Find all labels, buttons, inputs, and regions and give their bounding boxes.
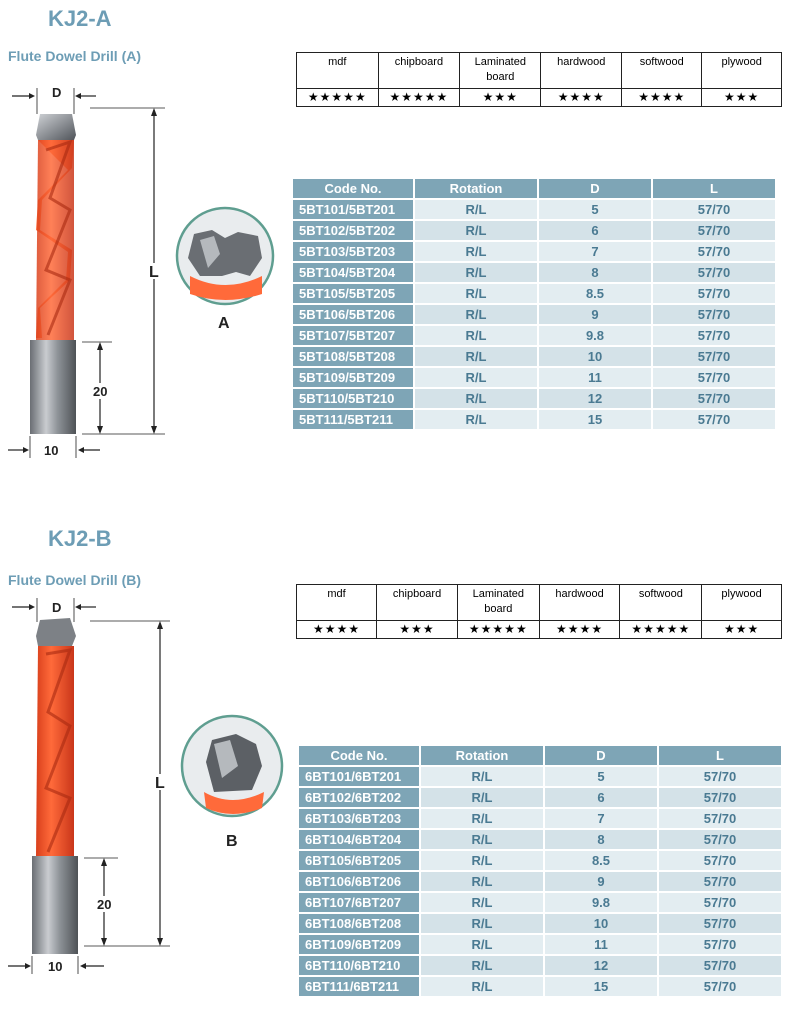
arrowhead: [75, 93, 81, 99]
arrowhead: [29, 93, 35, 99]
cell-d: 9: [539, 305, 651, 324]
rating-row: [297, 621, 782, 639]
cell-l: 57/70: [653, 347, 775, 366]
rating-cell: ★★★: [702, 621, 782, 639]
table-row: [293, 263, 775, 282]
column-header-l: L: [659, 746, 781, 765]
code-table-body: [299, 767, 781, 996]
cell-d: 8: [539, 263, 651, 282]
cell-code: 6BT108/6BT208: [299, 914, 419, 933]
cell-l: 57/70: [659, 872, 781, 891]
table-row: [299, 788, 781, 807]
drill-body: [36, 140, 74, 340]
material-header-row: [297, 53, 782, 89]
arrowhead: [29, 604, 35, 610]
code-table-b: [297, 744, 783, 998]
cell-code: 5BT105/5BT205: [293, 284, 413, 303]
detail-label-a: A: [218, 315, 230, 332]
rating-cell: ★★★★★: [620, 621, 702, 639]
cell-d: 15: [545, 977, 657, 996]
table-row: [293, 200, 775, 219]
table-row: [299, 914, 781, 933]
column-header-rotation: Rotation: [415, 179, 537, 198]
cell-rotation: R/L: [421, 872, 543, 891]
cell-code: 5BT103/5BT203: [293, 242, 413, 261]
table-row: [293, 410, 775, 429]
code-table-body: [293, 200, 775, 429]
column-header-code: Code No.: [293, 179, 413, 198]
cell-l: 57/70: [653, 389, 775, 408]
column-header-code: Code No.: [299, 746, 419, 765]
material-cell: mdf: [297, 53, 379, 89]
table-row: [299, 767, 781, 786]
cell-d: 12: [545, 956, 657, 975]
cell-rotation: R/L: [421, 935, 543, 954]
cell-rotation: R/L: [415, 305, 537, 324]
dim-l-label: L: [149, 264, 159, 281]
table-row: [293, 242, 775, 261]
dim-d-label: D: [52, 85, 62, 100]
cell-code: 6BT104/6BT204: [299, 830, 419, 849]
cell-l: 57/70: [659, 914, 781, 933]
material-cell: softwood: [620, 585, 702, 621]
cell-rotation: R/L: [415, 284, 537, 303]
cell-code: 6BT102/6BT202: [299, 788, 419, 807]
cell-d: 6: [545, 788, 657, 807]
dim-20-label: 20: [97, 897, 112, 912]
material-header-row: [297, 585, 782, 621]
table-row: [299, 956, 781, 975]
cell-l: 57/70: [659, 809, 781, 828]
material-cell: softwood: [622, 53, 702, 89]
cell-rotation: R/L: [415, 263, 537, 282]
cell-d: 8.5: [545, 851, 657, 870]
arrowhead: [157, 621, 163, 629]
section-a-subtitle: Flute Dowel Drill (A): [8, 48, 141, 64]
column-header-l: L: [653, 179, 775, 198]
rating-cell: ★★★: [460, 89, 541, 107]
cell-code: 6BT105/6BT205: [299, 851, 419, 870]
rating-cell: ★★★★★: [297, 89, 379, 107]
cell-code: 5BT102/5BT202: [293, 221, 413, 240]
arrowhead: [80, 963, 86, 969]
cell-l: 57/70: [659, 767, 781, 786]
material-table-a: [296, 52, 782, 107]
cell-l: 57/70: [659, 893, 781, 912]
material-table-b: [296, 584, 782, 639]
cell-rotation: R/L: [421, 893, 543, 912]
code-table-header: [293, 179, 775, 198]
material-cell: hardwood: [541, 53, 622, 89]
arrowhead: [101, 938, 107, 946]
rating-cell: ★★★★★: [457, 621, 539, 639]
cell-rotation: R/L: [421, 788, 543, 807]
cell-d: 9: [545, 872, 657, 891]
cell-l: 57/70: [653, 242, 775, 261]
cell-code: 5BT104/5BT204: [293, 263, 413, 282]
arrowhead: [75, 604, 81, 610]
material-cell: plywood: [702, 585, 782, 621]
cell-d: 7: [539, 242, 651, 261]
cell-code: 5BT101/5BT201: [293, 200, 413, 219]
cell-code: 6BT111/6BT211: [299, 977, 419, 996]
cell-d: 9.8: [545, 893, 657, 912]
cell-l: 57/70: [653, 410, 775, 429]
cell-rotation: R/L: [415, 326, 537, 345]
cell-rotation: R/L: [415, 221, 537, 240]
rating-cell: ★★★★: [539, 621, 620, 639]
cell-code: 6BT110/6BT210: [299, 956, 419, 975]
material-cell: chipboard: [377, 585, 458, 621]
cell-rotation: R/L: [421, 914, 543, 933]
drill-shank: [30, 340, 76, 434]
material-cell: mdf: [297, 585, 377, 621]
dim-l-label: L: [155, 775, 165, 792]
code-table-a: [291, 177, 777, 431]
material-cell: hardwood: [539, 585, 620, 621]
cell-l: 57/70: [659, 830, 781, 849]
material-cell: chipboard: [378, 53, 460, 89]
cell-code: 6BT106/6BT206: [299, 872, 419, 891]
cell-code: 6BT101/6BT201: [299, 767, 419, 786]
cell-d: 5: [545, 767, 657, 786]
table-row: [299, 935, 781, 954]
arrowhead: [25, 963, 31, 969]
cell-d: 12: [539, 389, 651, 408]
section-b-title: KJ2-B: [48, 526, 112, 551]
cell-rotation: R/L: [421, 956, 543, 975]
cell-d: 11: [545, 935, 657, 954]
cell-d: 6: [539, 221, 651, 240]
drill-figure-a: [0, 80, 290, 465]
cell-code: 6BT103/6BT203: [299, 809, 419, 828]
arrowhead: [151, 426, 157, 434]
cell-l: 57/70: [653, 305, 775, 324]
dim-10-label: 10: [44, 443, 59, 458]
cell-d: 8: [545, 830, 657, 849]
cell-rotation: R/L: [415, 200, 537, 219]
cell-l: 57/70: [653, 284, 775, 303]
column-header-d: D: [545, 746, 657, 765]
cell-rotation: R/L: [415, 347, 537, 366]
dim-d-label: D: [52, 600, 62, 615]
material-cell: Laminated board: [457, 585, 539, 621]
arrowhead: [23, 447, 29, 453]
cell-rotation: R/L: [415, 368, 537, 387]
cell-d: 9.8: [539, 326, 651, 345]
table-row: [299, 851, 781, 870]
cell-d: 15: [539, 410, 651, 429]
table-row: [293, 305, 775, 324]
arrowhead: [151, 108, 157, 116]
arrowhead: [97, 342, 103, 350]
table-row: [293, 389, 775, 408]
arrowhead: [157, 938, 163, 946]
cell-l: 57/70: [653, 263, 775, 282]
cell-code: 5BT106/5BT206: [293, 305, 413, 324]
table-row: [299, 893, 781, 912]
cell-code: 5BT107/5BT207: [293, 326, 413, 345]
cell-rotation: R/L: [421, 830, 543, 849]
dim-20-label: 20: [93, 384, 108, 399]
cell-l: 57/70: [659, 788, 781, 807]
table-row: [293, 284, 775, 303]
table-row: [299, 977, 781, 996]
cell-rotation: R/L: [415, 389, 537, 408]
rating-cell: ★★★: [702, 89, 782, 107]
rating-cell: ★★★★: [297, 621, 377, 639]
cell-rotation: R/L: [421, 767, 543, 786]
cell-rotation: R/L: [421, 977, 543, 996]
cell-code: 5BT110/5BT210: [293, 389, 413, 408]
column-header-rotation: Rotation: [421, 746, 543, 765]
cell-d: 5: [539, 200, 651, 219]
cell-d: 7: [545, 809, 657, 828]
cell-l: 57/70: [659, 956, 781, 975]
table-row: [299, 872, 781, 891]
cell-rotation: R/L: [421, 809, 543, 828]
arrowhead: [97, 426, 103, 434]
rating-cell: ★★★★: [622, 89, 702, 107]
cell-d: 10: [545, 914, 657, 933]
section-a-title: KJ2-A: [48, 6, 112, 31]
rating-cell: ★★★★: [541, 89, 622, 107]
section-b-subtitle: Flute Dowel Drill (B): [8, 572, 141, 588]
cell-l: 57/70: [653, 368, 775, 387]
cell-l: 57/70: [653, 200, 775, 219]
cell-l: 57/70: [653, 326, 775, 345]
rating-row: [297, 89, 782, 107]
code-table-header: [299, 746, 781, 765]
arrowhead: [101, 858, 107, 866]
drill-tip: [36, 114, 76, 140]
table-row: [293, 221, 775, 240]
drill-tip: [36, 618, 76, 646]
cell-d: 10: [539, 347, 651, 366]
drill-body: [36, 646, 74, 856]
cell-d: 11: [539, 368, 651, 387]
cell-code: 6BT107/6BT207: [299, 893, 419, 912]
cell-d: 8.5: [539, 284, 651, 303]
cell-code: 5BT108/5BT208: [293, 347, 413, 366]
cell-l: 57/70: [653, 221, 775, 240]
cell-rotation: R/L: [415, 410, 537, 429]
cell-code: 5BT111/5BT211: [293, 410, 413, 429]
drill-figure-b: [0, 594, 290, 984]
column-header-d: D: [539, 179, 651, 198]
cell-l: 57/70: [659, 977, 781, 996]
material-cell: plywood: [702, 53, 782, 89]
cell-code: 6BT109/6BT209: [299, 935, 419, 954]
cell-l: 57/70: [659, 851, 781, 870]
table-row: [293, 347, 775, 366]
rating-cell: ★★★: [377, 621, 458, 639]
table-row: [293, 368, 775, 387]
table-row: [299, 809, 781, 828]
detail-label-b: B: [226, 833, 238, 850]
table-row: [293, 326, 775, 345]
material-cell: Laminated board: [460, 53, 541, 89]
dim-10-label: 10: [48, 959, 63, 974]
cell-rotation: R/L: [421, 851, 543, 870]
cell-l: 57/70: [659, 935, 781, 954]
arrowhead: [78, 447, 84, 453]
drill-shank: [32, 856, 78, 954]
cell-code: 5BT109/5BT209: [293, 368, 413, 387]
rating-cell: ★★★★★: [378, 89, 460, 107]
table-row: [299, 830, 781, 849]
cell-rotation: R/L: [415, 242, 537, 261]
